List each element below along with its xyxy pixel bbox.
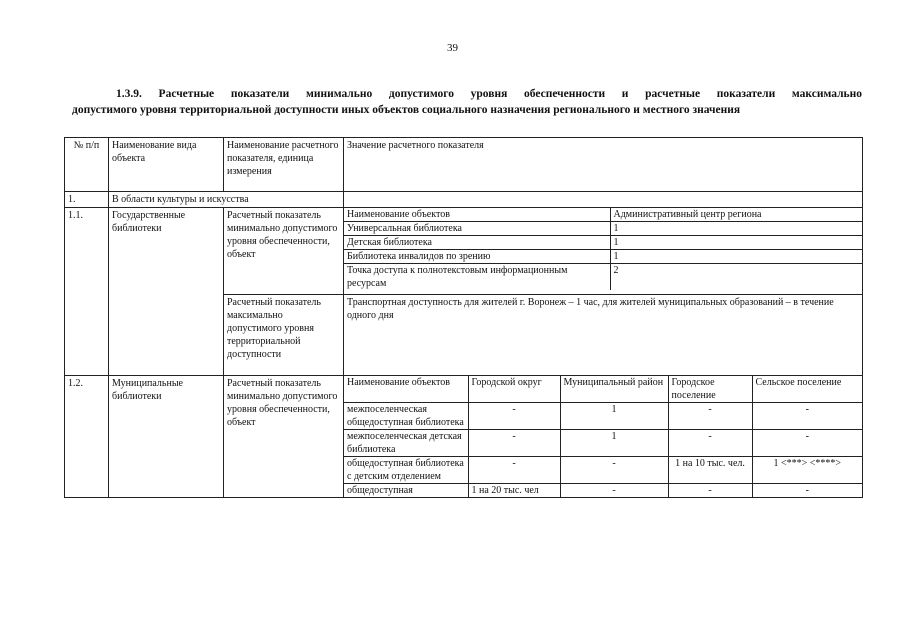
inner-cell: Детская библиотека — [344, 236, 610, 250]
inner-cell: - — [468, 430, 560, 457]
inner-row — [344, 236, 862, 250]
row-num: 1.2. — [65, 376, 109, 498]
row-num: 1.1. — [65, 208, 109, 376]
header-indicator: Наименование расчетного показателя, единица измерения — [224, 138, 344, 192]
inner-cell: - — [752, 430, 862, 457]
table-row — [65, 376, 863, 498]
indicators-table — [64, 137, 863, 498]
inner-cell: межпоселенческая общедоступная библиотека — [344, 403, 468, 430]
inner-row — [344, 457, 862, 484]
inner-cell: - — [468, 403, 560, 430]
inner-cell: межпоселенческая детская библиотека — [344, 430, 468, 457]
page-number: 39 — [447, 42, 458, 54]
section-num: 1. — [65, 192, 109, 208]
inner-cell: 1 — [610, 250, 862, 264]
inner-header-row — [344, 208, 862, 222]
inner-head: Муниципальный район — [560, 376, 668, 403]
row-indicator-max: Расчетный показатель максимально допустимого уровня территориальной доступности — [224, 295, 344, 376]
row-object-type: Государственные библиотеки — [109, 208, 224, 376]
row-indicator-min: Расчетный показатель минимально допустимого уровня обеспеченности, объект — [224, 208, 344, 295]
header-type: Наименование вида объекта — [109, 138, 224, 192]
inner-cell: 1 <***> <****> — [752, 457, 862, 484]
inner-cell: - — [668, 484, 752, 498]
inner-cell: 1 на 20 тыс. чел — [468, 484, 560, 498]
inner-cell: - — [752, 403, 862, 430]
header-value: Значение расчетного показателя — [344, 138, 863, 192]
inner-cell: 2 — [610, 264, 862, 291]
row-value-max: Транспортная доступность для жителей г. Воронеж – 1 час, для жителей муниципальных образований – в течение одного дня — [344, 295, 863, 376]
inner-header-row — [344, 376, 862, 403]
inner-cell: - — [468, 457, 560, 484]
inner-cell: 1 — [610, 236, 862, 250]
section-title: В области культуры и искусства — [109, 192, 224, 208]
header-num: № п/п — [65, 138, 109, 192]
inner-head-name: Наименование объектов — [344, 208, 610, 222]
inner-cell: 1 — [560, 430, 668, 457]
inner-row — [344, 403, 862, 430]
inner-cell: 1 — [560, 403, 668, 430]
inner-row — [344, 222, 862, 236]
inner-cell: Точка доступа к полнотекстовым информационным ресурсам — [344, 264, 610, 291]
inner-row — [344, 264, 862, 291]
heading-line-2: допустимого уровня территориальной доступности иных объектов социального назначения регионального и местного значения — [72, 104, 741, 116]
inner-cell: Универсальная библиотека — [344, 222, 610, 236]
inner-row — [344, 250, 862, 264]
inner-cell: - — [560, 457, 668, 484]
inner-cell: - — [668, 403, 752, 430]
heading-line-1: 1.3.9. Расчетные показатели минимально допустимого уровня обеспеченности и расчетные показатели максимально — [116, 88, 862, 100]
inner-head: Городское поселение — [668, 376, 752, 403]
section-heading — [72, 86, 862, 118]
section-empty-2 — [344, 192, 863, 208]
inner-table — [344, 376, 862, 497]
inner-head-center: Административный центр региона — [610, 208, 862, 222]
inner-head: Городской округ — [468, 376, 560, 403]
inner-row — [344, 430, 862, 457]
inner-table — [344, 208, 862, 290]
inner-cell: общедоступная — [344, 484, 468, 498]
section-row — [65, 192, 863, 208]
row-value-min — [344, 208, 863, 295]
inner-head: Наименование объектов — [344, 376, 468, 403]
table-row — [65, 208, 863, 295]
inner-cell: 1 — [610, 222, 862, 236]
inner-cell: - — [752, 484, 862, 498]
row-indicator-min: Расчетный показатель минимально допустимого уровня обеспеченности, объект — [224, 376, 344, 498]
inner-cell: 1 на 10 тыс. чел. — [668, 457, 752, 484]
inner-cell: - — [668, 430, 752, 457]
inner-cell: общедоступная библиотека с детским отделением — [344, 457, 468, 484]
inner-cell: Библиотека инвалидов по зрению — [344, 250, 610, 264]
row-object-type: Муниципальные библиотеки — [109, 376, 224, 498]
inner-cell: - — [560, 484, 668, 498]
inner-row — [344, 484, 862, 498]
inner-head: Сельское поселение — [752, 376, 862, 403]
row-value-min — [344, 376, 863, 498]
table-header-row — [65, 138, 863, 192]
